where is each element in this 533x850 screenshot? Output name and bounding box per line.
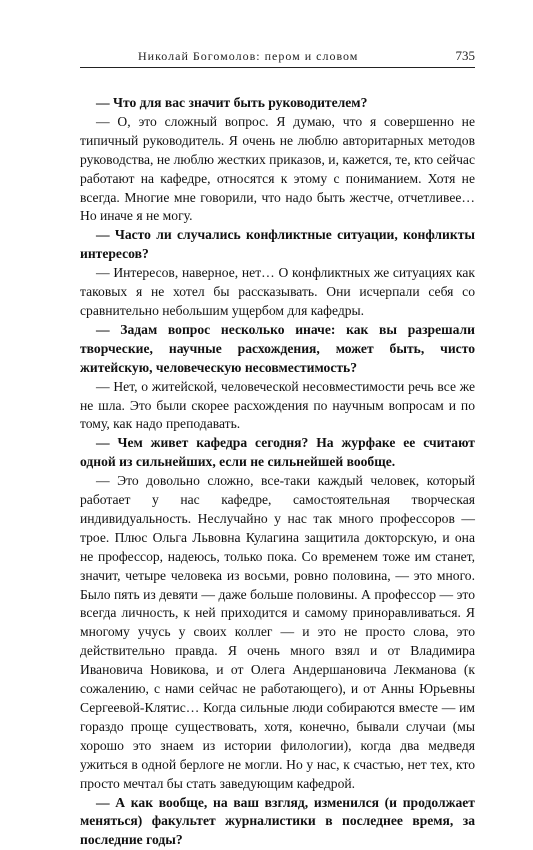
question-paragraph: — Чем живет кафедра сегодня? На журфаке ее считают одной из сильнейших, если не сильнейшей вообще. <box>80 435 475 470</box>
header-rule <box>80 67 475 68</box>
answer-paragraph: — О, это сложный вопрос. Я думаю, что я совершенно не типичный руководитель. Я очень не люблю авторитарных методов руководства, не люблю жестких приказов, и, кажется, те, кто сейчас работают на кафедре, относятся к этому с пониманием. Хотя не всегда. Многие мне говорили, что надо быть жестче, отчетливее… Но иначе я не могу. <box>80 113 475 224</box>
page-number: 735 <box>455 48 475 63</box>
running-header <box>80 48 475 64</box>
interview-text <box>80 94 475 850</box>
question-paragraph: — Что для вас значит быть руководителем? <box>96 95 368 110</box>
running-title: Николай Богомолов: пером и словом <box>138 49 359 63</box>
question-paragraph: — Задам вопрос несколько иначе: как вы разрешали творческие, научные расхождения, может быть, чисто житейскую, человеческую несовместимость? <box>80 321 475 375</box>
question-paragraph: — Часто ли случались конфликтные ситуации, конфликты интересов? <box>80 227 475 262</box>
answer-paragraph: — Интересов, наверное, нет… О конфликтных же ситуациях как таковых я не хотел бы рассказывать. Они исчерпали себя со сравнительно небольшим ущербом для кафедры. <box>80 265 475 318</box>
answer-paragraph: — Это довольно сложно, все-таки каждый человек, который работает у нас кафедре, самостоятельная творческая индивидуальность. Неслучайно у нас так много профессоров — трое. Плюс Ольга Львовна Кулагина защитила докторскую, и она не профессор, надеюсь, только пока. Со временем тоже им станет, значит, четыре человека из восьми, ровно половина, — это много. Было пять из девяти — даже больше половины. А профессор — это всегда личность, к ней приходится и самому приноравливаться. Я многому учусь у своих коллег — и это не просто слова, это действительно правда. Я очень много взял и от Владимира Ивановича Новикова, и от Олега Андершановича Лекманова (к сожалению, с нами сейчас не работающего), и от Анны Юрьевны Сергеевой-Клятис… Когда сильные люди собираются вместе — им гораздо проще существовать, хотя, конечно, бывали случаи (мы хорошо это знаем из истории филологии), когда два медведя ужиться в одной берлоге не могли. Но у нас, к счастью, нет тех, кто просто мечтал бы стать заведующим кафедрой. <box>80 473 475 791</box>
question-paragraph: — А как вообще, на ваш взгляд, изменился (и продолжает меняться) факультет журналистики в последнее время, за последние годы? <box>80 794 475 848</box>
answer-paragraph: — Нет, о житейской, человеческой несовместимости речь все же не шла. Это были скорее расхождения по научным вопросам и по тому, как надо преподавать. <box>80 378 475 432</box>
